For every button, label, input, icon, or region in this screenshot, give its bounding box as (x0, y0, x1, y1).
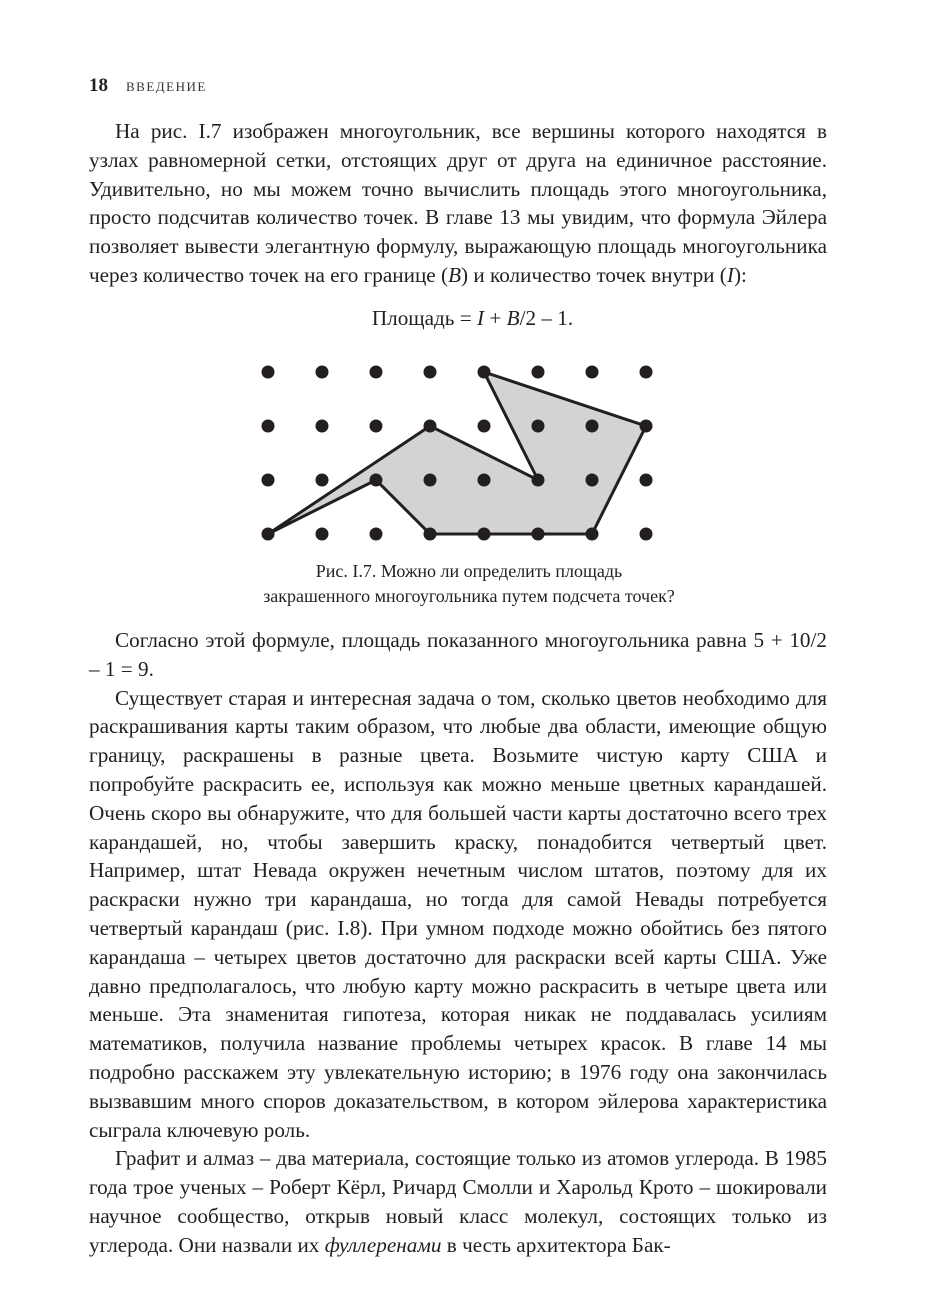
grid-dot (478, 528, 491, 541)
grid-dot (640, 528, 653, 541)
grid-dot (586, 420, 599, 433)
grid-dot (370, 474, 383, 487)
grid-dot (370, 366, 383, 379)
grid-dot (316, 528, 329, 541)
grid-dot (478, 474, 491, 487)
grid-dot (424, 420, 437, 433)
grid-dot (478, 366, 491, 379)
grid-dot (640, 474, 653, 487)
grid-dot (316, 474, 329, 487)
grid-dot (370, 420, 383, 433)
shaded-polygon (268, 372, 646, 534)
lattice-polygon-figure (240, 350, 680, 560)
grid-dot (640, 366, 653, 379)
grid-dot (586, 474, 599, 487)
variable-i: I (726, 262, 734, 287)
grid-dot (370, 528, 383, 541)
figure-caption: Рис. I.7. Можно ли определить площадь закрашенного многоугольника путем подсчета точек? (263, 561, 675, 606)
paragraph-fullerenes: Графит и алмаз – два материала, состоящие только из атомов углерода. В 1985 года трое ученых – Роберт Кёрл, Ричард Смолли и Харольд Крото – шокировали научное сообщество, открыв новый класс молекул, состоящих только из углерода. Они назвали их фуллеренами в честь архитектора Бак- (89, 1146, 827, 1257)
grid-dot (316, 420, 329, 433)
grid-dot (586, 366, 599, 379)
italic-term: фуллеренами (324, 1232, 442, 1257)
grid-dot (532, 528, 545, 541)
grid-dot (262, 528, 275, 541)
grid-dot (532, 474, 545, 487)
grid-dot (586, 528, 599, 541)
grid-dot (424, 474, 437, 487)
pick-formula: Площадь = I + B/2 – 1. (371, 306, 574, 330)
grid-dot (316, 366, 329, 379)
text-block-2 (89, 626, 827, 1260)
grid-dot (262, 420, 275, 433)
grid-dot (532, 420, 545, 433)
page-number: 18 (89, 75, 108, 96)
text-block-1 (89, 117, 827, 290)
variable-b: B (448, 262, 462, 287)
paragraph-area-result: Согласно этой формуле, площадь показанного многоугольника равна 5 + 10/2 – 1 = 9. (89, 628, 827, 681)
running-title: ВВЕДЕНИЕ (126, 79, 207, 94)
grid-dot (532, 366, 545, 379)
grid-dot (640, 420, 653, 433)
grid-dot (424, 528, 437, 541)
grid-dot (478, 420, 491, 433)
grid-dot (424, 366, 437, 379)
paragraph-four-color: Существует старая и интересная задача о том, сколько цветов необходимо для раскрашивания карты таким образом, что любые два области, имеющие общую границу, раскрашены в разные цвета. Возьмите чистую карту США и попробуйте раскрасить ее, используя как можно меньше цветных карандашей. Очень скоро вы обнаружите, что для большей части карты достаточно всего трех карандашей, но, чтобы завершить краску, понадобится четвертый цвет. Например, штат Невада окружен нечетным числом штатов, поэтому для их раскраски нужно три карандаша, но тогда для самой Невады потребуется четвертый карандаш (рис. I.8). При умном подходе можно обойтись без пятого карандаша – четырех цветов достаточно для раскраски всей карты США. Уже давно предполагалось, что любую карту можно раскрасить в четыре цвета или меньше. Эта знаменитая гипотеза, которая никак не поддавалась усилиям математиков, получила название проблемы четырех красок. В главе 14 мы подробно расскажем эту увлекательную историю; в 1976 году она закончилась вызвавшим много споров доказательством, в котором эйлерова характеристика сыграла ключевую роль. (89, 685, 827, 1142)
page-header (89, 75, 207, 97)
paragraph-polygon-intro: На рис. I.7 изображен многоугольник, все вершины которого находятся в узлах равномерной сетки, отстоящих друг от друга на единичное расстояние. Удивительно, но мы можем точно вычислить площадь этого многоугольника, просто подсчитав количество точек. В главе 13 мы увидим, что формула Эйлера позволяет вывести элегантную формулу, выражающую площадь многоугольника через количество точек на его границе (B) и количество точек внутри (I): (89, 119, 827, 287)
grid-dot (262, 366, 275, 379)
grid-dot (262, 474, 275, 487)
